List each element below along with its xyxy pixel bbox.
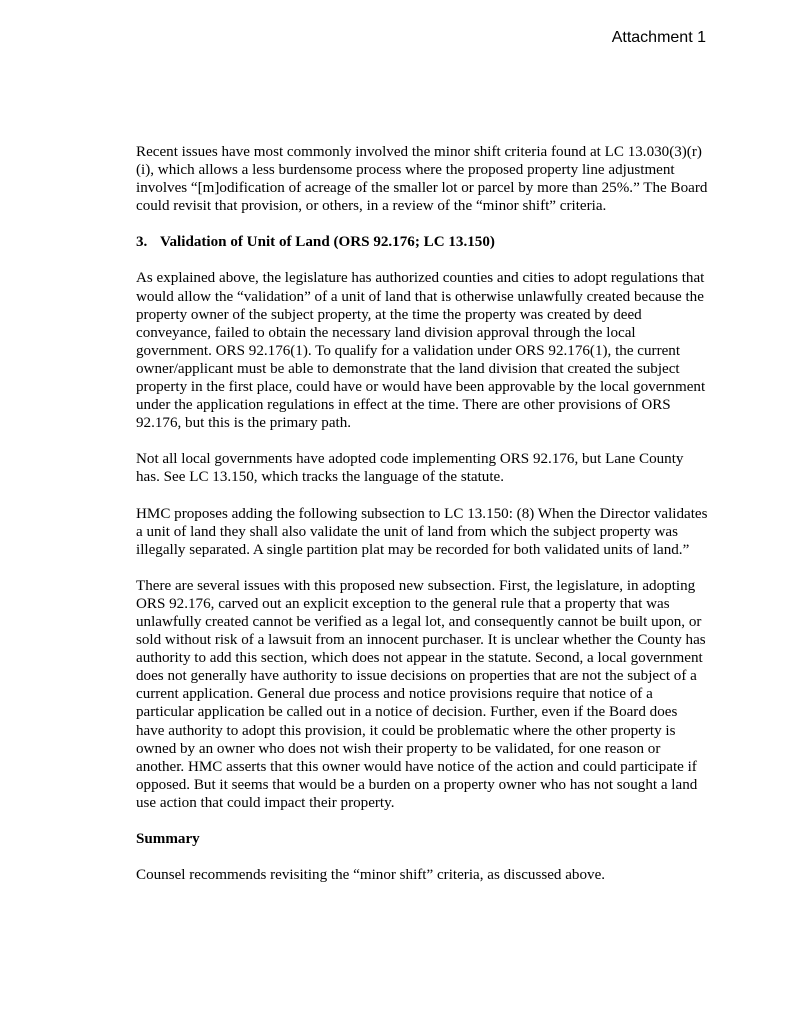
summary-heading: Summary [136,831,200,847]
document-body [136,143,708,902]
paragraph-summary: Counsel recommends revisiting the “minor shift” criteria, as discussed above. [136,867,606,884]
paragraph-issues: There are several issues with this proposed new subsection. First, the legislature, in adopting ORS 92.176, carved out an explicit exception to the general rule that a property that was unlawfully created cannot be verified as a legal lot, and consequently cannot be built upon, or sold without risk of a lawsuit from an innocent purchaser. It is unclear whether the County has authority to add this section, which does not appear in the statute. Second, a local government does not generally have authority to issue decisions on properties that are not the subject of a current application. General due process and notice provisions require that notice of a particular application be called out in a notice of decision. Further, even if the Board does have authority to adopt this provision, it could be problematic where the other property is owned by an owner who does not wish their property to be validated, for one reason or another. HMC asserts that this owner would have notice of the action and could participate if opposed. But it seems that would be a burden on a property owner who has not sought a land use action that could impact their property. [136,577,706,811]
paragraph-hmc-proposal: HMC proposes adding the following subsection to LC 13.150: (8) When the Director validates a unit of land they shall also validate the unit of land from which the subject property was illegally separated. A single partition plat may be recorded for both validated units of land.” [136,505,708,558]
section-title: Validation of Unit of Land (ORS 92.176; LC 13.150) [160,234,495,251]
paragraph-validation-explanation: As explained above, the legislature has authorized counties and cities to adopt regulations that would allow the “validation” of a unit of land that is otherwise unlawfully created because the property owner of the subject property, at the time the property was created by deed conveyance, failed to obtain the necessary land division approval through the local government. ORS 92.176(1). To qualify for a validation under ORS 92.176(1), the current owner/applicant must be able to demonstrate that the land division that created the subject property in the first place, could have or would have been approvable by the local government under the application regulations in effect at the time. There are other provisions of ORS 92.176, but this is the primary path. [136,270,706,432]
paragraph-local-governments: Not all local governments have adopted code implementing ORS 92.176, but Lane County has. See LC 13.150, which tracks the language of the statute. [136,451,684,486]
section-heading-validation [136,233,708,251]
attachment-label: Attachment 1 [611,29,706,46]
section-number: 3. [136,234,148,251]
paragraph-minor-shift: Recent issues have most commonly involved the minor shift criteria found at LC 13.030(3)(r)(i), which allows a less burdensome process where the proposed property line adjustment involves “[m]odification of acreage of the smaller lot or parcel by more than 25%.” The Board could revisit that provision, or others, in a review of the “minor shift” criteria. [136,144,708,215]
